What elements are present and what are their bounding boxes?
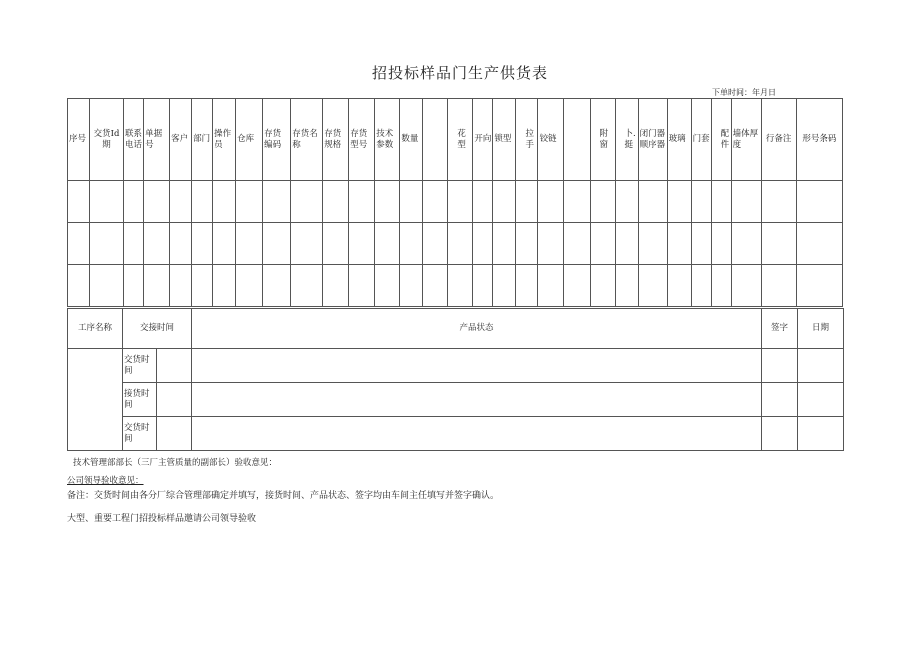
table-cell [448,223,473,265]
table-cell [493,223,516,265]
table-cell [170,223,192,265]
process-table [67,308,844,451]
table-cell [473,181,493,223]
table-header-row [68,99,843,181]
table-cell [349,223,375,265]
table-cell [638,223,667,265]
table-cell [213,223,236,265]
col-header: 序号 [68,99,90,181]
col-header: 开向 [473,99,493,181]
table-cell [796,181,842,223]
col-header: 部门 [192,99,213,181]
col-header: 附窗 [590,99,615,181]
product-status-cell [192,349,762,383]
col-header: 花型 [448,99,473,181]
table-row [68,265,843,307]
col-header: 联系电话 [124,99,144,181]
col-header: 配件 [711,99,731,181]
process-row [68,349,844,383]
table-cell [493,181,516,223]
table-cell [711,223,731,265]
document-title: 招投标样品门生产供货表 [371,64,548,82]
table-cell [124,265,144,307]
table-cell [590,223,615,265]
col-header: 墙体厚度 [731,99,761,181]
col-header: 拉手 [516,99,538,181]
table-cell [423,223,448,265]
table-cell [236,181,263,223]
table-cell [90,181,124,223]
table-cell [761,181,796,223]
table-cell [667,265,691,307]
table-cell [448,181,473,223]
order-time-label: 下单时间：年月日 [712,88,776,97]
remark-line-2: 大型、重要工程门招投标样品邀请公司领导验收 [67,514,257,524]
supply-table [67,98,843,307]
table-cell [124,223,144,265]
table-cell [731,181,761,223]
table-cell [144,265,170,307]
col-header: 存货编码 [263,99,291,181]
table-cell [667,223,691,265]
table-cell [448,265,473,307]
table-cell [516,181,538,223]
col-header [423,99,448,181]
table-cell [263,265,291,307]
col-header: 技术参数 [375,99,400,181]
col-header: 锁型 [493,99,516,181]
signature-cell [762,383,798,417]
col-header: 存货型号 [349,99,375,181]
table-cell [192,265,213,307]
table-cell [323,223,349,265]
table-cell [323,265,349,307]
product-status-cell [192,417,762,451]
table-cell [423,181,448,223]
table-cell [761,265,796,307]
company-leader-opinion: 公司领导验收意见： [67,476,144,486]
table-cell [400,181,423,223]
table-cell [564,181,590,223]
table-cell [263,181,291,223]
process-name-cell [68,349,123,451]
signature-cell [762,417,798,451]
table-cell [144,223,170,265]
table-cell [638,181,667,223]
table-cell [236,223,263,265]
table-cell [538,223,564,265]
table-cell [263,223,291,265]
col-header [564,99,590,181]
table-cell [68,265,90,307]
table-cell [213,265,236,307]
table-cell [615,223,638,265]
table-cell [375,181,400,223]
product-status-header: 产品状态 [192,309,762,349]
col-header: 操作员 [213,99,236,181]
col-header: 行备注 [761,99,796,181]
table-cell [796,265,842,307]
process-time-cell [157,383,192,417]
table-cell [731,223,761,265]
table-cell [796,223,842,265]
table-cell [516,223,538,265]
table-cell [291,181,323,223]
table-cell [291,265,323,307]
date-cell [798,417,844,451]
table-cell [711,181,731,223]
col-header: 单据号 [144,99,170,181]
table-cell [90,265,124,307]
table-cell [667,181,691,223]
col-header: 存货规格 [323,99,349,181]
col-header: 交货Id期 [90,99,124,181]
process-time-cell [157,349,192,383]
table-cell [170,181,192,223]
table-cell [615,181,638,223]
signature-header: 签字 [762,309,798,349]
table-cell [638,265,667,307]
table-cell [691,223,711,265]
table-cell [691,265,711,307]
process-time-label: 交货时间 [123,417,157,451]
table-cell [691,181,711,223]
table-cell [473,223,493,265]
col-header: 仓库 [236,99,263,181]
table-cell [711,265,731,307]
table-cell [349,265,375,307]
table-cell [615,265,638,307]
col-header: 闭门器顺序器 [638,99,667,181]
table-cell [564,223,590,265]
table-cell [291,223,323,265]
table-cell [493,265,516,307]
date-header: 日期 [798,309,844,349]
table-cell [375,265,400,307]
table-cell [590,181,615,223]
col-header: 客户 [170,99,192,181]
table-cell [349,181,375,223]
table-cell [192,181,213,223]
table-cell [323,181,349,223]
table-cell [213,181,236,223]
table-row [68,181,843,223]
handover-time-header: 交接时间 [123,309,192,349]
date-cell [798,383,844,417]
col-header: 数量 [400,99,423,181]
table-cell [144,181,170,223]
process-header-row [68,309,844,349]
table-cell [473,265,493,307]
process-time-label: 交货时间 [123,349,157,383]
table-cell [516,265,538,307]
table-cell [590,265,615,307]
process-row [68,383,844,417]
process-time-cell [157,417,192,451]
date-cell [798,349,844,383]
table-cell [761,223,796,265]
col-header: 玻璃 [667,99,691,181]
signature-cell [762,349,798,383]
table-cell [192,223,213,265]
table-cell [564,265,590,307]
tech-manager-opinion: 技术管理部部长（三厂主管质量的副部长）验收意见： [73,458,278,468]
table-cell [538,181,564,223]
table-cell [236,265,263,307]
table-cell [170,265,192,307]
table-cell [731,265,761,307]
table-cell [400,223,423,265]
table-row [68,223,843,265]
table-cell [538,265,564,307]
table-cell [90,223,124,265]
table-cell [68,181,90,223]
product-status-cell [192,383,762,417]
table-cell [400,265,423,307]
remark-line-1: 备注：交货时间由各分厂综合管理部确定并填写，接货时间、产品状态、签字均由车间主任填写并签字确认。 [67,491,500,501]
col-header: 形号条码 [796,99,842,181]
process-time-label: 接货时间 [123,383,157,417]
col-header: 存货名称 [291,99,323,181]
col-header: 铰链 [538,99,564,181]
process-row [68,417,844,451]
table-cell [375,223,400,265]
process-name-header: 工序名称 [68,309,123,349]
table-cell [68,223,90,265]
col-header: 卜.挺 [615,99,638,181]
table-cell [124,181,144,223]
col-header: 门套 [691,99,711,181]
table-cell [423,265,448,307]
